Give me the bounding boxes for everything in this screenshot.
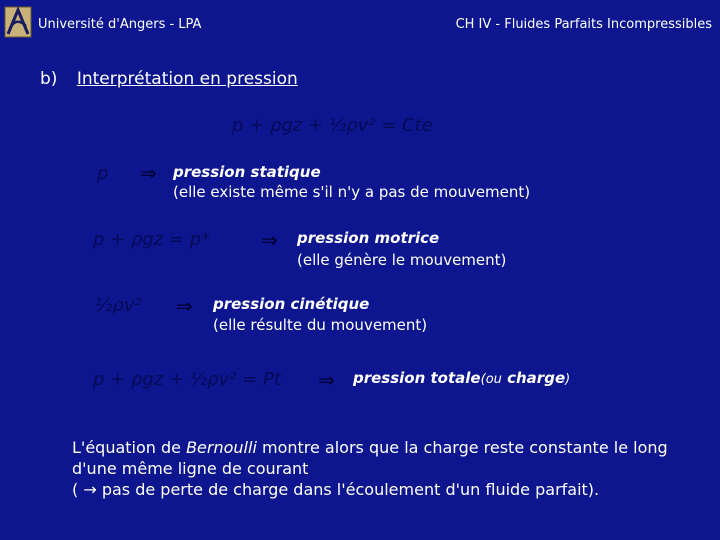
implies-arrow-4: ⇒ bbox=[318, 368, 335, 392]
conclusion-part1: L'équation de bbox=[72, 438, 187, 457]
paren-open: ( bbox=[480, 372, 486, 387]
term-total-label: pression totale bbox=[353, 369, 481, 387]
formula-total: p + ρgz + ½ρv² = Pt bbox=[93, 369, 281, 390]
header-left: Université d'Angers - LPA bbox=[38, 17, 202, 32]
university-logo bbox=[4, 6, 32, 38]
conclusion-line3: ( → pas de perte de charge dans l'écoulement d'un fluide parfait). bbox=[72, 480, 600, 499]
section-title: Interprétation en pression bbox=[76, 69, 298, 89]
note-static-pressure: (elle existe même s'il n'y a pas de mouvement) bbox=[173, 183, 531, 201]
section-number: b) bbox=[40, 69, 58, 89]
term-static-pressure: pression statique bbox=[173, 163, 321, 181]
implies-arrow-2: ⇒ bbox=[261, 228, 278, 252]
formula-motrice: p + ρgz = p* bbox=[93, 229, 211, 250]
implies-arrow-1: ⇒ bbox=[140, 161, 157, 185]
term-charge-label: charge bbox=[501, 369, 566, 387]
term-total-pressure bbox=[353, 369, 570, 387]
conclusion-part2: montre alors que la charge reste constante le long d'une même ligne de courant bbox=[72, 438, 668, 478]
implies-arrow-3: ⇒ bbox=[176, 294, 193, 318]
note-motrice-pressure: (elle génère le mouvement) bbox=[297, 251, 507, 269]
term-motrice-pressure: pression motrice bbox=[297, 229, 440, 247]
bernoulli-formula: p + ρgz + ½ρv² = Cte bbox=[232, 115, 433, 136]
formula-static: p bbox=[97, 163, 109, 184]
formula-kinetic: ½ρv² bbox=[95, 295, 142, 316]
term-kinetic-pressure: pression cinétique bbox=[213, 295, 370, 313]
bernoulli-name: Bernoulli bbox=[186, 438, 257, 457]
paren-close: ) bbox=[565, 372, 571, 387]
conclusion-paragraph bbox=[72, 437, 712, 500]
term-ou: ou bbox=[485, 372, 502, 387]
section-heading bbox=[40, 69, 298, 89]
note-kinetic-pressure: (elle résulte du mouvement) bbox=[213, 316, 428, 334]
header-right: CH IV - Fluides Parfaits Incompressibles bbox=[455, 17, 712, 32]
